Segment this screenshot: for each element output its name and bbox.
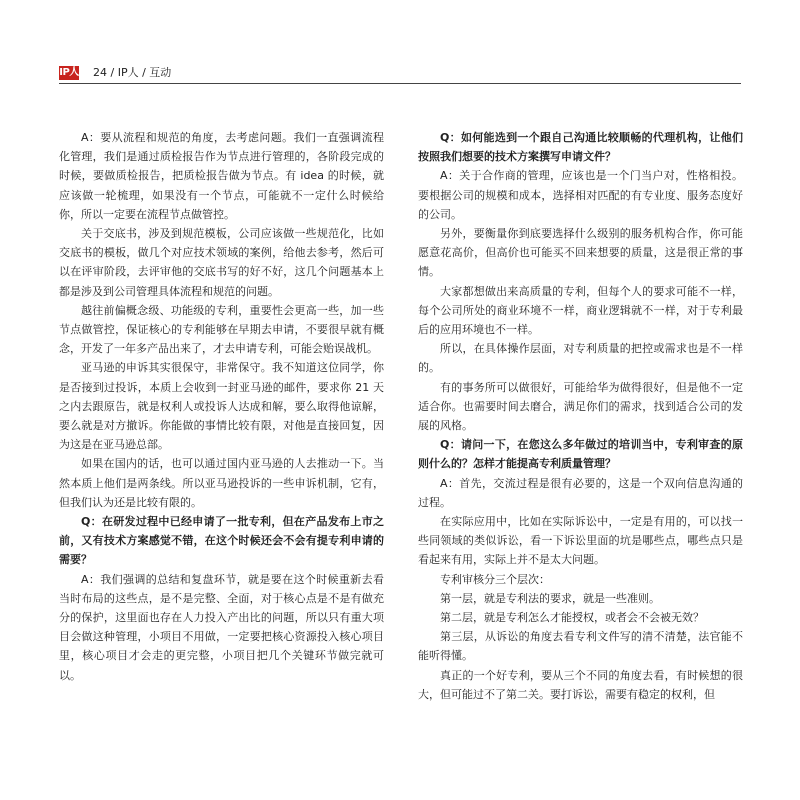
body-paragraph: 真正的一个好专利，要从三个不同的角度去看，有时候想的很大，但可能过不了第二关。要打诉讼，需要有稳定的权利，但: [418, 668, 743, 701]
body-paragraph: 关于交底书，涉及到规范模板，公司应该做一些规范化，比如交底书的模板，做几个对应技术领域的案例，给他去参考，然后可以在评审阶段，去评审他的交底书写的好不好，这几个问题基本上都是涉及到公司管理具体流程和规范的问题。: [59, 227, 384, 298]
page-label: 24 / IP人 / 互动: [93, 66, 172, 79]
body-paragraph: 所以，在具体操作层面，对专利质量的把控或需求也是不一样的。: [418, 342, 743, 375]
header-divider: [59, 83, 741, 84]
question-paragraph: Q：在研发过程中已经申请了一批专利，但在产品发布上市之前，又有技术方案感觉不错，在这个时候还会不会有提专利申请的需要？: [59, 515, 384, 567]
answer-paragraph: A：关于合作商的管理，应该也是一个门当户对，性格相投。要根据公司的规模和成本，选择相对匹配的有专业度、服务态度好的公司。: [418, 169, 743, 221]
ip-logo: IP人: [59, 67, 79, 78]
body-paragraph: 专利审核分三个层次：: [440, 572, 550, 586]
page-header: [59, 66, 741, 84]
answer-paragraph: A：要从流程和规范的角度，去考虑问题。我们一直强调流程化管理，我们是通过质检报告作为节点进行管理的，各阶段完成的时候，要做质检报告，把质检报告做为节点。有 idea 的时候，就应该做一轮梳理，如果没有一个节点，可能就不一定什么时候给你，所以一定要在流程节点做管控。: [59, 131, 384, 221]
left-column: [59, 128, 384, 685]
body-paragraph: 亚马逊的申诉其实很保守，非常保守。我不知道这位同学，你是否接到过投诉，本质上会收到一封亚马逊的邮件，要求你 21 天之内去跟原告，就是权利人或投诉人达成和解，要么取得他谅解，要么就是对方撤诉。你能做的事情比较有限，对他是直接回复，因为这是在亚马逊总部。: [59, 361, 384, 452]
question-paragraph: Q：请问一下，在您这么多年做过的培训当中，专利审查的原则什么的？怎样才能提高专利质量管理？: [418, 438, 743, 471]
body-paragraph: 第三层，从诉讼的角度去看专利文件写的清不清楚，法官能不能听得懂。: [418, 630, 743, 663]
body-paragraph: 越往前偏概念级、功能级的专利，重要性会更高一些，加一些节点做管控，保证核心的专利能够在早期去申请，不要很早就有概念，开发了一年多产品出来了，才去申请专利，可能会贻误战机。: [59, 303, 384, 356]
body-paragraph: 如果在国内的话，也可以通过国内亚马逊的人去推动一下。当然本质上他们是两条线。所以亚马逊投诉的一些申诉机制，它有，但我们认为还是比较有限的。: [59, 457, 384, 509]
answer-paragraph: A：我们强调的总结和复盘环节，就是要在这个时候重新去看当时布局的这些点，是不是完整、全面，对于核心点是不是有做充分的保护，这里面也存在人力投入产出比的问题，所以只有重大项目会做这种管理，小项目不用做，一定要把核心资源投入核心项目里，核心项目才会走的更完整，小项目把几个关键环节做完就可以。: [59, 572, 384, 682]
question-paragraph: Q：如何能选到一个跟自己沟通比较顺畅的代理机构，让他们按照我们想要的技术方案撰写申请文件？: [418, 131, 743, 164]
body-paragraph: 另外，要衡量你到底要选择什么级别的服务机构合作，你可能愿意花高价，但高价也可能买不回来想要的质量，这是很正常的事情。: [418, 227, 743, 279]
right-column: [418, 128, 743, 704]
answer-paragraph: A：首先，交流过程是很有必要的，这是一个双向信息沟通的过程。: [418, 476, 743, 509]
body-paragraph: 第二层，就是专利怎么才能授权，或者会不会被无效？: [440, 611, 704, 625]
body-paragraph: 第一层，就是专利法的要求，就是一些准则。: [440, 591, 660, 605]
body-paragraph: 在实际应用中，比如在实际诉讼中，一定是有用的，可以找一些同领域的类似诉讼，看一下诉讼里面的坑是哪些点，哪些点只是看起来有用，实际上并不是太大问题。: [418, 515, 743, 567]
body-paragraph: 大家都想做出来高质量的专利，但每个人的要求可能不一样，每个公司所处的商业环境不一样，商业逻辑就不一样，对于专利最后的应用环境也不一样。: [418, 284, 743, 337]
body-paragraph: 有的事务所可以做很好，可能给华为做得很好，但是他不一定适合你。也需要时间去磨合，满足你们的需求，找到适合公司的发展的风格。: [418, 380, 743, 433]
